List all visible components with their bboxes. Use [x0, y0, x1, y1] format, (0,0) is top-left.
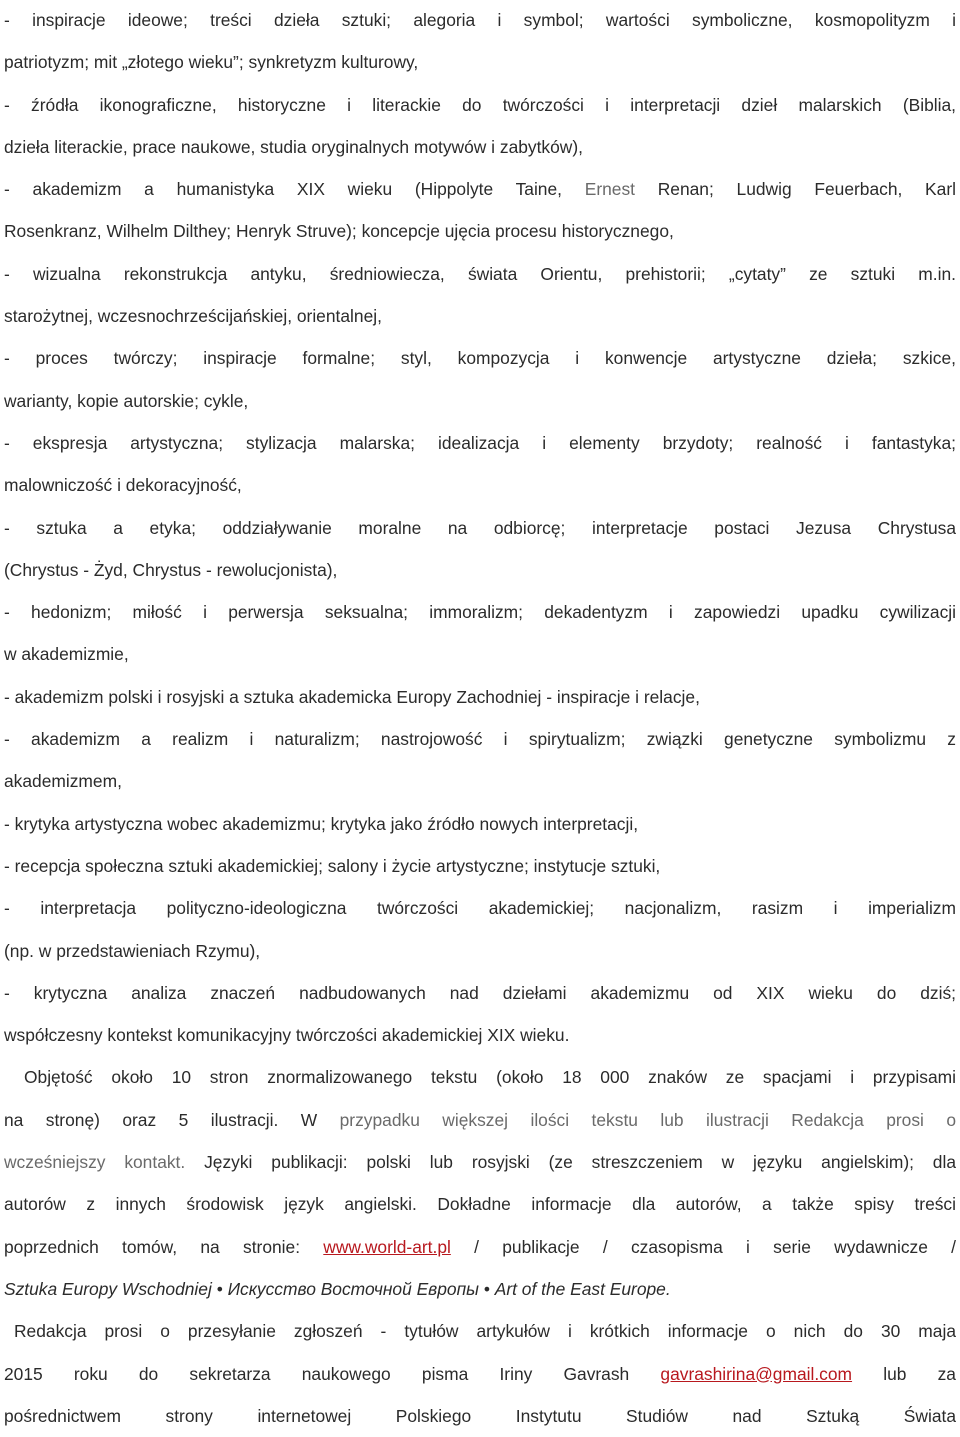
text-line — [4, 168, 956, 210]
text-segment: na stronę) oraz 5 ilustracji. W — [4, 1109, 340, 1130]
text-line — [4, 253, 956, 295]
text-line — [4, 210, 956, 252]
text-segment: przypadku większej ilości tekstu lub ilustracji Redakcja prosi o — [339, 1109, 956, 1130]
text-segment: Sztuka Europy Wschodniej • Искусство Восточной Европы • Art of the East Europe. — [4, 1278, 671, 1299]
text-line — [4, 295, 956, 337]
text-segment: warianty, kopie autorskie; cykle, — [4, 390, 249, 411]
document-page — [4, 0, 956, 1437]
text-line — [4, 972, 956, 1014]
text-line — [4, 930, 956, 972]
text-segment: 2015 roku do sekretarza naukowego pisma Iriny Gavrash — [4, 1363, 661, 1384]
text-segment: (np. w przedstawieniach Rzymu), — [4, 940, 261, 961]
text-line — [4, 633, 956, 675]
text-segment: Objętość około 10 stron znormalizowanego tekstu (około 18 000 znaków ze spacjami i przypisami — [24, 1067, 956, 1088]
hyperlink[interactable]: www.world-art.pl — [323, 1236, 451, 1257]
text-segment: - wizualna rekonstrukcja antyku, średniowiecza, świata Orientu, prehistorii; „cytaty” ze sztuki m.in. — [4, 263, 956, 284]
text-segment: - inspiracje ideowe; treści dzieła sztuki; alegoria i symbol; wartości symboliczne, kosmopolityzm i — [4, 10, 956, 30]
text-segment: autorów z innych środowisk język angielski. Dokładne informacje dla autorów, a także spisy treści — [4, 1194, 956, 1215]
text-line — [4, 126, 956, 168]
text-line — [4, 1014, 956, 1056]
text-segment: dzieła literackie, prace naukowe, studia oryginalnych motywów i zabytków), — [4, 136, 583, 157]
text-line — [4, 1353, 956, 1395]
text-line — [4, 337, 956, 379]
text-segment: - krytyczna analiza znaczeń nadbudowanych nad dziełami akademizmu od XIX wieku do dziś; — [4, 982, 956, 1003]
text-segment: - recepcja społeczna sztuki akademickiej; salony i życie artystyczne; instytucje sztuki, — [4, 855, 661, 876]
text-line — [4, 1226, 956, 1268]
text-segment: akademizmem, — [4, 771, 122, 792]
text-segment: Języki publikacji: polski lub rosyjski (ze streszczeniem w języku angielskim); dla — [185, 1152, 956, 1173]
text-segment: poprzednich tomów, na stronie: — [4, 1236, 324, 1257]
text-line — [4, 1395, 956, 1437]
text-segment: wcześniejszy kontakt. — [4, 1152, 186, 1173]
text-line — [4, 464, 956, 506]
text-line — [4, 760, 956, 802]
text-line — [4, 803, 956, 845]
text-segment: - krytyka artystyczna wobec akademizmu; krytyka jako źródło nowych interpretacji, — [4, 813, 639, 834]
text-line — [4, 1056, 956, 1098]
text-segment: lub za — [852, 1363, 956, 1384]
text-segment: - akademizm a realizm i naturalizm; nastrojowość i spirytualizm; związki genetyczne symbolizmu z — [4, 729, 956, 750]
text-segment: Rosenkranz, Wilhelm Dilthey; Henryk Struve); koncepcje ujęcia procesu historycznego, — [4, 221, 674, 242]
text-segment: Ernest — [584, 179, 635, 200]
text-segment: - hedonizm; miłość i perwersja seksualna; immoralizm; dekadentyzm i zapowiedzi upadku cywilizacji — [4, 602, 956, 623]
text-segment: / publikacje / czasopisma i serie wydawnicze / — [450, 1236, 956, 1257]
text-line — [4, 718, 956, 760]
text-segment: (Chrystus - Żyd, Chrystus - rewolucjonista), — [4, 559, 338, 580]
text-segment: - akademizm a humanistyka XIX wieku (Hippolyte Taine, — [4, 179, 585, 200]
text-line — [4, 845, 956, 887]
text-line — [4, 676, 956, 718]
text-line — [4, 1183, 956, 1225]
text-segment: - sztuka a etyka; oddziaływanie moralne na odbiorcę; interpretacje postaci Jezusa Chrystusa — [4, 517, 956, 538]
text-line — [4, 507, 956, 549]
text-line — [4, 549, 956, 591]
text-segment: patriotyzm; mit „złotego wieku”; synkretyzm kulturowy, — [4, 52, 419, 73]
text-line — [4, 887, 956, 929]
text-segment: współczesny kontekst komunikacyjny twórczości akademickiej XIX wieku. — [4, 1025, 570, 1046]
text-segment: - interpretacja polityczno-ideologiczna twórczości akademickiej; nacjonalizm, rasizm i imperializm — [4, 898, 956, 919]
text-line — [4, 1141, 956, 1183]
text-segment: - źródła ikonograficzne, historyczne i literackie do twórczości i interpretacji dzieł malarskich (Biblia, — [4, 94, 956, 115]
text-line — [4, 1099, 956, 1141]
hyperlink[interactable]: gavrashirina@gmail.com — [660, 1363, 853, 1384]
text-line — [4, 1310, 956, 1352]
text-line — [4, 591, 956, 633]
text-segment: - akademizm polski i rosyjski a sztuka akademicka Europy Zachodniej - inspiracje i relacje, — [4, 686, 700, 707]
text-line — [4, 41, 956, 83]
text-line — [4, 1268, 956, 1310]
text-segment: malowniczość i dekoracyjność, — [4, 475, 242, 496]
text-line — [4, 0, 956, 41]
text-segment: pośrednictwem strony internetowej Polskiego Instytutu Studiów nad Sztuką Świata — [4, 1405, 956, 1426]
text-segment: starożytnej, wczesnochrześcijańskiej, orientalnej, — [4, 306, 382, 327]
text-segment: w akademizmie, — [4, 644, 129, 665]
text-line — [4, 422, 956, 464]
text-line — [4, 380, 956, 422]
text-line — [4, 84, 956, 126]
text-segment: Redakcja prosi o przesyłanie zgłoszeń - tytułów artykułów i krótkich informacje o nich do 30 maja — [14, 1321, 956, 1342]
text-segment: Renan; Ludwig Feuerbach, Karl — [634, 179, 956, 200]
text-segment: - ekspresja artystyczna; stylizacja malarska; idealizacja i elementy brzydoty; realność i fantastyka; — [4, 432, 956, 453]
text-segment: - proces twórczy; inspiracje formalne; styl, kompozycja i konwencje artystyczne dzieła; szkice, — [4, 348, 956, 369]
